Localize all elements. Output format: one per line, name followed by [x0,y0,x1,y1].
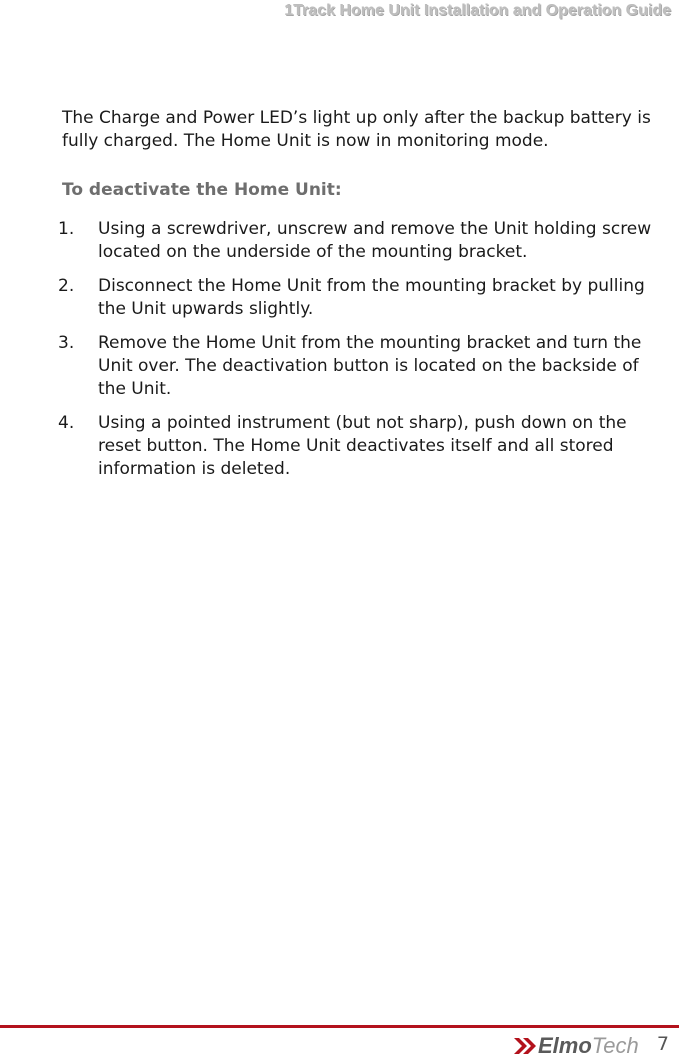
footer-rule [0,1025,679,1028]
list-item [58,275,670,321]
logo-text-tech: Tech [591,1033,639,1058]
list-item [58,412,670,481]
step-number: 2. [58,276,75,296]
step-text: Using a pointed instrument (but not sharp), push down on the reset button. The Home Unit deactivates itself and all stored information is deleted. [98,413,627,479]
step-number: 4. [58,413,75,433]
step-text: Remove the Home Unit from the mounting bracket and turn the Unit over. The deactivation button is located on the backside of the Unit. [98,333,642,399]
logo-mark-icon [512,1036,538,1056]
step-text: Using a screwdriver, unscrew and remove the Unit holding screw located on the underside of the mounting bracket. [98,219,652,262]
step-number: 1. [58,219,75,239]
page-number: 7 [656,1033,669,1055]
logo-text-elmo: Elmo [538,1033,592,1058]
list-item [58,332,670,401]
section-heading: To deactivate the Home Unit: [62,180,342,200]
list-item [58,218,670,264]
step-number: 3. [58,333,75,353]
steps-list [58,218,670,492]
step-text: Disconnect the Home Unit from the mounting bracket by pulling the Unit upwards slightly. [98,276,645,319]
running-header: 1Track Home Unit Installation and Operation Guide [284,2,671,19]
intro-paragraph: The Charge and Power LED’s light up only after the backup battery is fully charged. The Home Unit is now in monitoring mode. [62,108,651,151]
logo-text [538,1033,639,1059]
elmotech-logo [512,1035,639,1057]
